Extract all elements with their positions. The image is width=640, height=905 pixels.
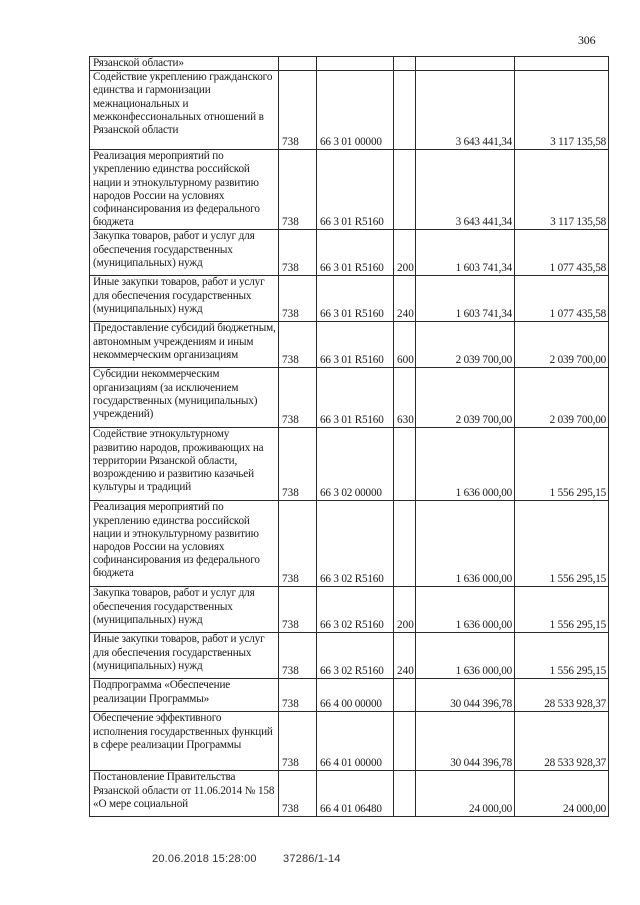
cell-sum-executed: 24 000,00 bbox=[515, 771, 609, 817]
cell-target-article: 66 3 02 R5160 bbox=[317, 587, 394, 633]
table-row bbox=[90, 368, 609, 428]
cell-target-article: 66 3 01 R5160 bbox=[317, 276, 394, 322]
cell-sum-planned: 1 636 000,00 bbox=[416, 501, 515, 587]
cell-expense-type: 240 bbox=[394, 633, 416, 679]
cell-expense-type bbox=[394, 57, 416, 71]
budget-table bbox=[89, 56, 609, 817]
cell-sum-planned: 1 636 000,00 bbox=[416, 633, 515, 679]
cell-expense-type: 600 bbox=[394, 322, 416, 368]
cell-name: Обеспечение эффективного исполнения государственных функций в сфере реализации Программы bbox=[90, 712, 279, 771]
cell-sum-executed: 1 077 435,58 bbox=[515, 276, 609, 322]
cell-sum-executed: 28 533 928,37 bbox=[515, 712, 609, 771]
cell-name: Закупка товаров, работ и услуг для обеспечения государственных (муниципальных) нужд bbox=[90, 230, 279, 276]
cell-name: Содействие этнокультурному развитию народов, проживающих на территории Рязанской области, возрождению и развитию казачьей культуры и традиций bbox=[90, 428, 279, 501]
table-row bbox=[90, 679, 609, 712]
cell-program-code: 738 bbox=[279, 428, 317, 501]
cell-sum-executed: 1 556 295,15 bbox=[515, 587, 609, 633]
cell-target-article: 66 4 01 00000 bbox=[317, 712, 394, 771]
cell-sum-planned: 30 044 396,78 bbox=[416, 679, 515, 712]
cell-name: Постановление Правительства Рязанской области от 11.06.2014 № 158 «О мере социальной bbox=[90, 771, 279, 817]
cell-program-code: 738 bbox=[279, 633, 317, 679]
cell-sum-planned: 2 039 700,00 bbox=[416, 368, 515, 428]
cell-sum-executed: 1 556 295,15 bbox=[515, 428, 609, 501]
cell-expense-type: 200 bbox=[394, 587, 416, 633]
cell-expense-type bbox=[394, 428, 416, 501]
cell-target-article bbox=[317, 57, 394, 71]
cell-target-article: 66 4 01 06480 bbox=[317, 771, 394, 817]
table-row bbox=[90, 71, 609, 150]
table-row bbox=[90, 230, 609, 276]
budget-table-body bbox=[90, 57, 609, 817]
table-row bbox=[90, 771, 609, 817]
cell-expense-type bbox=[394, 501, 416, 587]
cell-sum-executed: 1 077 435,58 bbox=[515, 230, 609, 276]
cell-target-article: 66 3 01 R5160 bbox=[317, 150, 394, 230]
cell-name: Иные закупки товаров, работ и услуг для обеспечения государственных (муниципальных) нужд bbox=[90, 633, 279, 679]
cell-sum-planned: 1 603 741,34 bbox=[416, 230, 515, 276]
cell-expense-type: 200 bbox=[394, 230, 416, 276]
footer-timestamp: 20.06.2018 15:28:00 bbox=[152, 853, 257, 865]
cell-program-code: 738 bbox=[279, 771, 317, 817]
cell-sum-executed: 1 556 295,15 bbox=[515, 501, 609, 587]
cell-sum-executed: 3 117 135,58 bbox=[515, 71, 609, 150]
cell-program-code: 738 bbox=[279, 230, 317, 276]
cell-name: Закупка товаров, работ и услуг для обеспечения государственных (муниципальных) нужд bbox=[90, 587, 279, 633]
cell-sum-executed: 1 556 295,15 bbox=[515, 633, 609, 679]
cell-target-article: 66 4 00 00000 bbox=[317, 679, 394, 712]
page-number: 306 bbox=[578, 33, 596, 47]
cell-expense-type bbox=[394, 679, 416, 712]
cell-program-code: 738 bbox=[279, 712, 317, 771]
table-row bbox=[90, 322, 609, 368]
cell-sum-executed: 28 533 928,37 bbox=[515, 679, 609, 712]
cell-name: Реализация мероприятий по укреплению единства российской нации и этнокультурному развитию народов России на условиях софинансирования из федерального бюджета bbox=[90, 150, 279, 230]
cell-sum-executed: 3 117 135,58 bbox=[515, 150, 609, 230]
cell-name: Предоставление субсидий бюджетным, автономным учреждениям и иным некоммерческим организациям bbox=[90, 322, 279, 368]
table-row bbox=[90, 57, 609, 71]
cell-name: Реализация мероприятий по укреплению единства российской нации и этнокультурному развитию народов России на условиях софинансирования из федерального бюджета bbox=[90, 501, 279, 587]
cell-program-code: 738 bbox=[279, 150, 317, 230]
table-row bbox=[90, 587, 609, 633]
cell-expense-type bbox=[394, 771, 416, 817]
cell-program-code: 738 bbox=[279, 501, 317, 587]
cell-sum-planned bbox=[416, 57, 515, 71]
cell-name: Рязанской области» bbox=[90, 57, 279, 71]
cell-name: Субсидии некоммерческим организациям (за исключением государственных (муниципальных) учреждений) bbox=[90, 368, 279, 428]
table-row bbox=[90, 428, 609, 501]
cell-expense-type bbox=[394, 71, 416, 150]
cell-program-code: 738 bbox=[279, 368, 317, 428]
cell-target-article: 66 3 02 00000 bbox=[317, 428, 394, 501]
cell-target-article: 66 3 01 00000 bbox=[317, 71, 394, 150]
cell-sum-planned: 1 636 000,00 bbox=[416, 587, 515, 633]
cell-sum-executed bbox=[515, 57, 609, 71]
cell-sum-executed: 2 039 700,00 bbox=[515, 322, 609, 368]
cell-program-code: 738 bbox=[279, 587, 317, 633]
cell-program-code: 738 bbox=[279, 322, 317, 368]
cell-target-article: 66 3 02 R5160 bbox=[317, 633, 394, 679]
cell-sum-planned: 2 039 700,00 bbox=[416, 322, 515, 368]
cell-program-code: 738 bbox=[279, 71, 317, 150]
cell-target-article: 66 3 01 R5160 bbox=[317, 368, 394, 428]
cell-sum-planned: 3 643 441,34 bbox=[416, 150, 515, 230]
cell-sum-planned: 3 643 441,34 bbox=[416, 71, 515, 150]
cell-name: Подпрограмма «Обеспечение реализации Программы» bbox=[90, 679, 279, 712]
table-row bbox=[90, 712, 609, 771]
cell-name: Иные закупки товаров, работ и услуг для обеспечения государственных (муниципальных) нужд bbox=[90, 276, 279, 322]
table-row bbox=[90, 276, 609, 322]
cell-target-article: 66 3 02 R5160 bbox=[317, 501, 394, 587]
cell-target-article: 66 3 01 R5160 bbox=[317, 230, 394, 276]
cell-name: Содействие укреплению гражданского единства и гармонизации межнациональных и межконфессиональных отношений в Рязанской области bbox=[90, 71, 279, 150]
cell-expense-type bbox=[394, 712, 416, 771]
cell-expense-type: 240 bbox=[394, 276, 416, 322]
cell-sum-planned: 1 636 000,00 bbox=[416, 428, 515, 501]
cell-program-code bbox=[279, 57, 317, 71]
footer-document-id: 37286/1-14 bbox=[283, 853, 341, 865]
table-row bbox=[90, 501, 609, 587]
cell-sum-executed: 2 039 700,00 bbox=[515, 368, 609, 428]
cell-sum-planned: 30 044 396,78 bbox=[416, 712, 515, 771]
cell-expense-type bbox=[394, 150, 416, 230]
cell-target-article: 66 3 01 R5160 bbox=[317, 322, 394, 368]
cell-expense-type: 630 bbox=[394, 368, 416, 428]
table-row bbox=[90, 633, 609, 679]
cell-sum-planned: 24 000,00 bbox=[416, 771, 515, 817]
table-row bbox=[90, 150, 609, 230]
cell-program-code: 738 bbox=[279, 276, 317, 322]
cell-sum-planned: 1 603 741,34 bbox=[416, 276, 515, 322]
cell-program-code: 738 bbox=[279, 679, 317, 712]
